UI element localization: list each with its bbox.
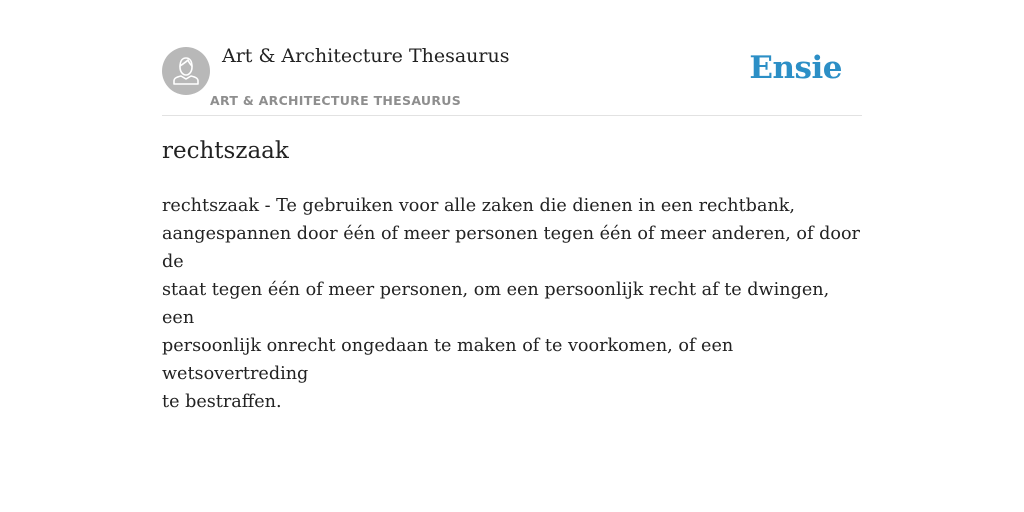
category-link[interactable]: ART & ARCHITECTURE THESAURUS [210,93,462,108]
content-container [162,0,862,412]
user-icon [162,47,210,95]
definition-line: aangespannen door één of meer personen tegen één of meer anderen, of door de [162,224,860,272]
avatar[interactable] [162,47,210,95]
definition-line: te bestraffen. [162,392,282,412]
author-name-link[interactable]: Art & Architecture Thesaurus [222,45,510,67]
definition-line: persoonlijk onrecht ongedaan te maken of te voorkomen, of een wetsovertreding [162,336,734,384]
definition-line: staat tegen één of meer personen, om een persoonlijk recht af te dwingen, een [162,280,830,328]
definition-line: rechtszaak - Te gebruiken voor alle zaken die dienen in een rechtbank, [162,196,796,216]
article-header [162,0,862,116]
article-title: rechtszaak [162,138,289,164]
brand-logo[interactable]: Ensie [749,50,842,86]
article-definition [162,192,862,416]
